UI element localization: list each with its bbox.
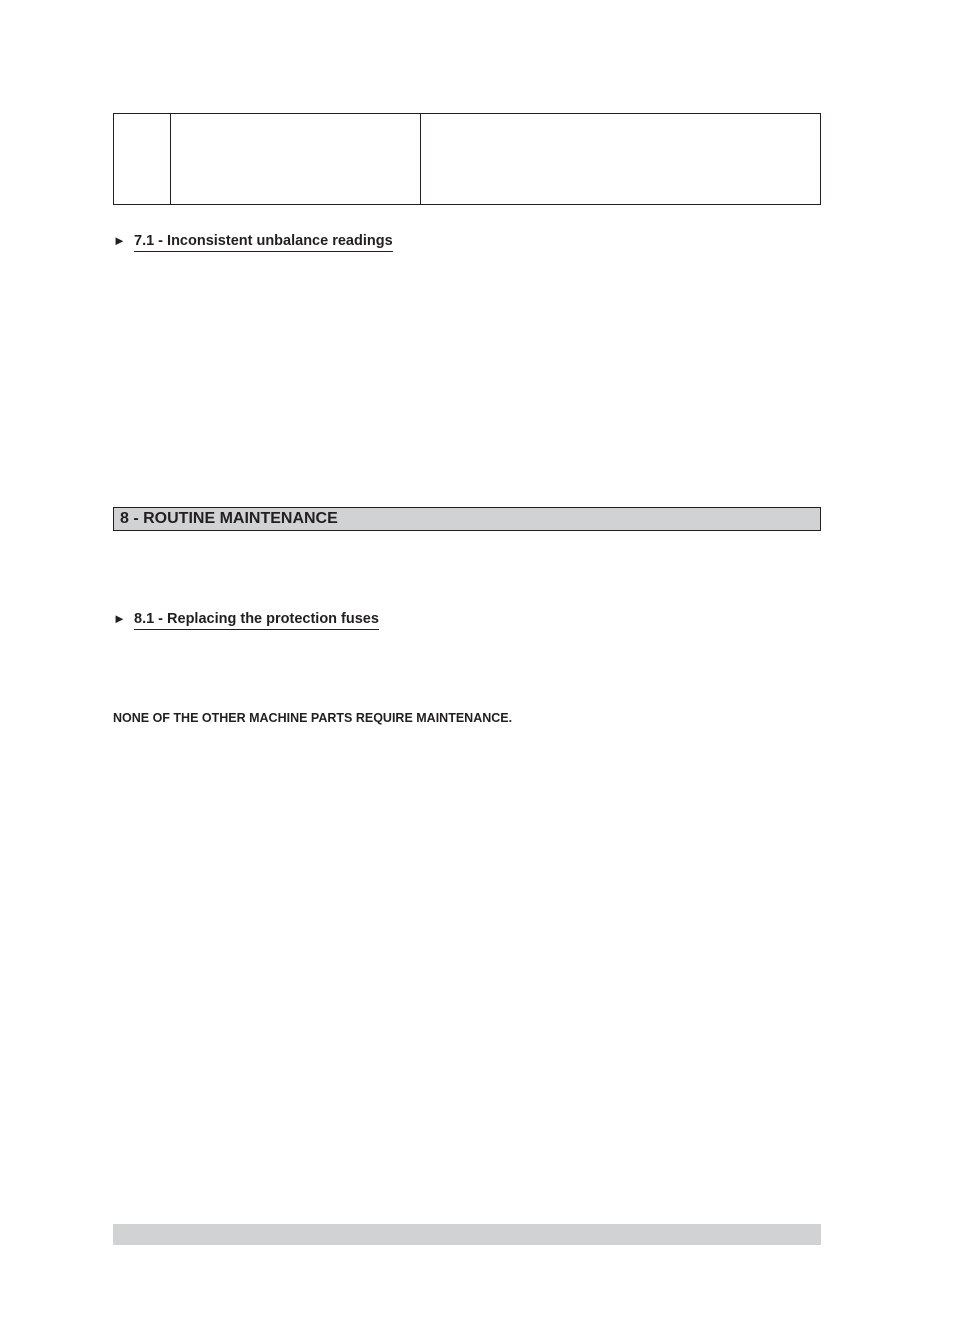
maintenance-notice: NONE OF THE OTHER MACHINE PARTS REQUIRE MAINTENANCE.	[113, 711, 513, 725]
subsection-7-1-title: 7.1 - Inconsistent unbalance readings	[134, 232, 393, 252]
table-column-divider	[420, 114, 421, 204]
subsection-7-1-heading	[113, 232, 393, 252]
subsection-8-1-title: 8.1 - Replacing the protection fuses	[134, 610, 379, 630]
subsection-8-1-heading	[113, 610, 379, 630]
footer-bar	[113, 1224, 821, 1245]
arrow-right-icon: ►	[113, 611, 126, 626]
troubleshooting-table-fragment	[113, 113, 821, 205]
arrow-right-icon: ►	[113, 233, 126, 248]
table-column-divider	[170, 114, 171, 204]
section-8-heading: 8 - ROUTINE MAINTENANCE	[113, 507, 821, 531]
